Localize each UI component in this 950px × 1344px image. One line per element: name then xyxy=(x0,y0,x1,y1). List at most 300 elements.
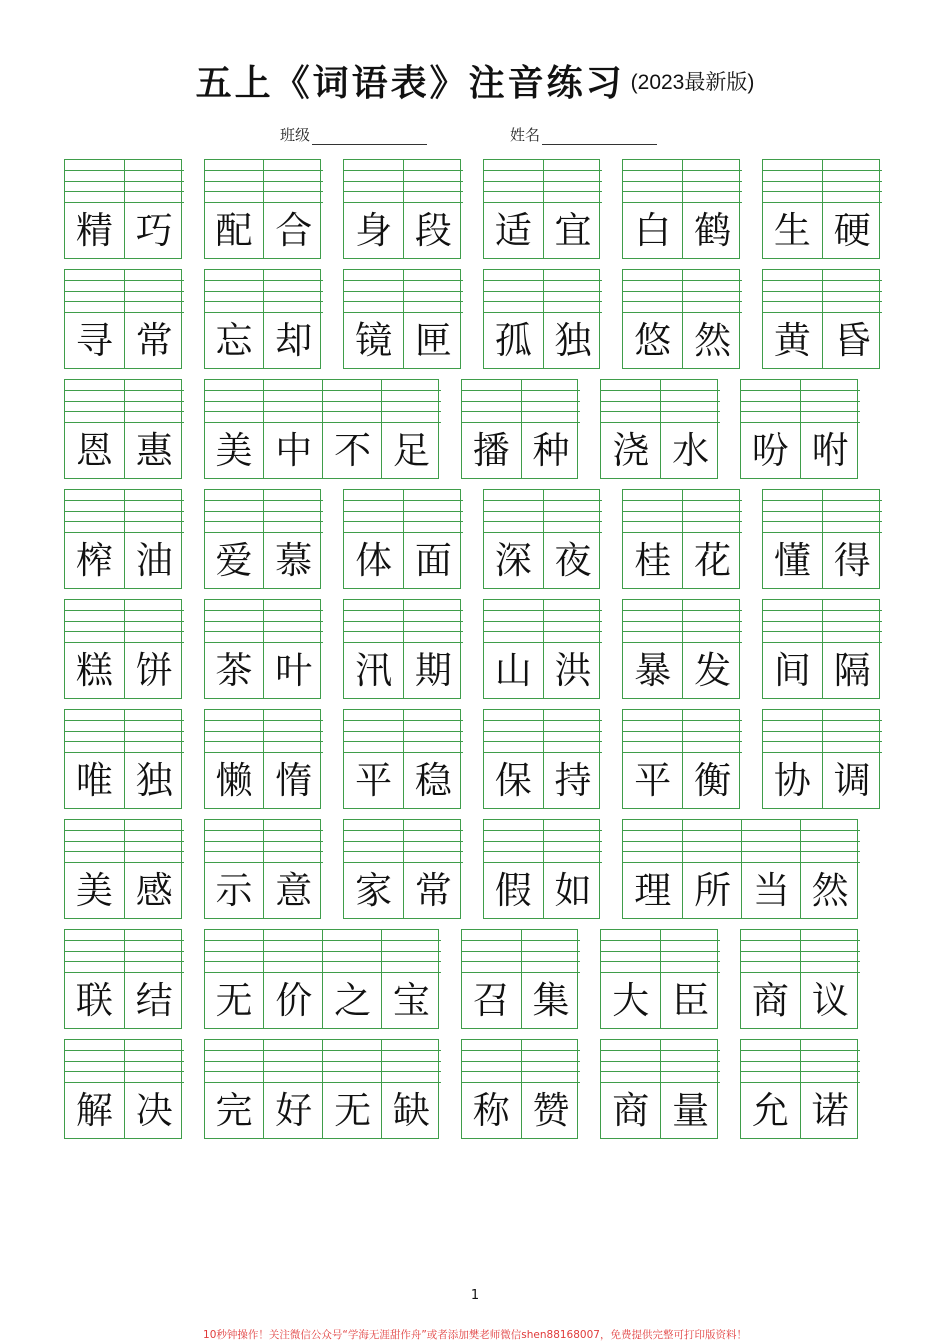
char-cell xyxy=(344,160,403,258)
pinyin-writing-line xyxy=(264,301,323,302)
char-cell xyxy=(682,490,742,588)
pinyin-writing-line xyxy=(544,500,603,501)
char-cell xyxy=(741,820,801,918)
pinyin-writing-line xyxy=(763,631,822,632)
pinyin-writing-line xyxy=(661,401,720,402)
pinyin-writing-line xyxy=(763,741,822,742)
pinyin-writing-line xyxy=(65,951,124,952)
hanzi-character: 花 xyxy=(694,538,732,582)
pinyin-writing-line xyxy=(623,280,682,281)
word-box xyxy=(622,489,740,589)
pinyin-writing-line xyxy=(544,720,603,721)
pinyin-writing-line xyxy=(823,500,882,501)
pinyin-writing-line xyxy=(264,291,323,292)
word-box xyxy=(762,709,880,809)
word-box xyxy=(204,379,439,479)
pinyin-writing-line xyxy=(522,940,581,941)
name-field xyxy=(510,124,657,145)
pinyin-writing-line xyxy=(264,401,323,402)
hanzi-character: 当 xyxy=(752,868,790,912)
pinyin-writing-line xyxy=(484,521,543,522)
pinyin-writing-line xyxy=(763,280,822,281)
pinyin-writing-line xyxy=(323,1050,382,1051)
hanzi-character: 不 xyxy=(334,428,372,472)
pinyin-writing-line xyxy=(484,181,543,182)
pinyin-writing-line xyxy=(125,1050,184,1051)
pinyin-writing-line xyxy=(125,720,184,721)
pinyin-writing-line xyxy=(601,1061,660,1062)
pinyin-writing-line xyxy=(264,500,323,501)
pinyin-writing-line xyxy=(623,521,682,522)
pinyin-writing-line xyxy=(544,631,603,632)
pinyin-writing-line xyxy=(601,951,660,952)
pinyin-writing-line xyxy=(125,621,184,622)
char-cell xyxy=(741,380,800,478)
pinyin-writing-line xyxy=(323,940,382,941)
hanzi-character: 理 xyxy=(634,868,672,912)
pinyin-writing-line xyxy=(264,741,323,742)
pinyin-writing-line xyxy=(323,1071,382,1072)
class-blank-line[interactable] xyxy=(312,128,427,145)
word-box xyxy=(343,269,461,369)
char-cell xyxy=(660,930,720,1028)
pinyin-writing-line xyxy=(344,610,403,611)
pinyin-writing-line xyxy=(344,181,403,182)
hanzi-character: 独 xyxy=(554,318,592,362)
pinyin-writing-line xyxy=(823,291,882,292)
hanzi-character: 议 xyxy=(811,978,849,1022)
pinyin-writing-line xyxy=(344,731,403,732)
pinyin-writing-line xyxy=(205,500,264,501)
hanzi-character: 硬 xyxy=(833,208,871,252)
char-cell xyxy=(822,270,882,368)
pinyin-writing-line xyxy=(264,521,323,522)
pinyin-writing-line xyxy=(344,851,403,852)
pinyin-writing-line xyxy=(382,1061,441,1062)
pinyin-writing-line xyxy=(205,731,264,732)
pinyin-writing-line xyxy=(683,631,742,632)
pinyin-writing-line xyxy=(683,511,742,512)
word-box xyxy=(64,929,182,1029)
pinyin-writing-line xyxy=(623,500,682,501)
pinyin-writing-line xyxy=(264,511,323,512)
pinyin-writing-line xyxy=(623,631,682,632)
pinyin-writing-line xyxy=(65,291,124,292)
char-cell xyxy=(124,160,184,258)
char-cell xyxy=(484,160,543,258)
char-cell xyxy=(462,380,521,478)
word-box xyxy=(622,159,740,259)
word-box xyxy=(343,819,461,919)
char-cell xyxy=(763,600,822,698)
pinyin-writing-line xyxy=(661,1050,720,1051)
pinyin-writing-line xyxy=(264,961,323,962)
pinyin-writing-line xyxy=(404,170,463,171)
pinyin-writing-line xyxy=(763,500,822,501)
char-cell xyxy=(344,710,403,808)
char-cell xyxy=(521,930,581,1028)
pinyin-writing-line xyxy=(382,961,441,962)
pinyin-writing-line xyxy=(623,511,682,512)
char-cell xyxy=(381,380,441,478)
char-cell xyxy=(484,820,543,918)
pinyin-writing-line xyxy=(65,280,124,281)
char-cell xyxy=(263,490,323,588)
pinyin-writing-line xyxy=(763,181,822,182)
char-cell xyxy=(543,710,603,808)
hanzi-character: 桂 xyxy=(634,538,672,582)
pinyin-writing-line xyxy=(601,940,660,941)
pinyin-writing-line xyxy=(382,951,441,952)
char-cell xyxy=(403,490,463,588)
pinyin-writing-line xyxy=(65,411,124,412)
hanzi-character: 家 xyxy=(355,868,393,912)
hanzi-character: 平 xyxy=(355,758,393,802)
hanzi-character: 惰 xyxy=(275,758,313,802)
hanzi-character: 面 xyxy=(414,538,452,582)
char-cell xyxy=(601,380,660,478)
pinyin-writing-line xyxy=(65,170,124,171)
char-cell xyxy=(263,160,323,258)
hanzi-character: 中 xyxy=(275,428,313,472)
hanzi-character: 生 xyxy=(773,208,811,252)
edition-label: (2023最新版) xyxy=(630,70,755,94)
hanzi-character: 却 xyxy=(275,318,313,362)
pinyin-writing-line xyxy=(382,940,441,941)
pinyin-writing-line xyxy=(801,951,860,952)
pinyin-writing-line xyxy=(205,1050,264,1051)
hanzi-character: 种 xyxy=(532,428,570,472)
pinyin-writing-line xyxy=(544,291,603,292)
pinyin-writing-line xyxy=(661,961,720,962)
pinyin-writing-line xyxy=(344,500,403,501)
pinyin-writing-line xyxy=(404,830,463,831)
char-cell xyxy=(381,930,441,1028)
pinyin-writing-line xyxy=(484,621,543,622)
hanzi-character: 量 xyxy=(672,1088,710,1132)
pinyin-writing-line xyxy=(125,940,184,941)
char-cell xyxy=(403,820,463,918)
pinyin-writing-line xyxy=(323,390,382,391)
word-box xyxy=(343,489,461,589)
word-box xyxy=(204,819,322,919)
pinyin-writing-line xyxy=(823,301,882,302)
word-box xyxy=(600,929,718,1029)
hanzi-character: 解 xyxy=(75,1088,113,1132)
pinyin-writing-line xyxy=(404,741,463,742)
pinyin-writing-line xyxy=(264,181,323,182)
word-box xyxy=(64,159,182,259)
hanzi-character: 示 xyxy=(215,868,253,912)
hanzi-character: 身 xyxy=(355,208,393,252)
char-cell xyxy=(484,270,543,368)
word-box xyxy=(461,929,579,1029)
pinyin-writing-line xyxy=(125,631,184,632)
pinyin-writing-line xyxy=(264,631,323,632)
pinyin-writing-line xyxy=(264,191,323,192)
word-box xyxy=(64,819,182,919)
pinyin-writing-line xyxy=(382,1050,441,1051)
hanzi-character: 爱 xyxy=(215,538,253,582)
hanzi-character: 平 xyxy=(634,758,672,802)
char-cell xyxy=(660,380,720,478)
pinyin-writing-line xyxy=(683,621,742,622)
word-box xyxy=(762,599,880,699)
pinyin-writing-line xyxy=(344,511,403,512)
pinyin-writing-line xyxy=(404,631,463,632)
pinyin-writing-line xyxy=(623,291,682,292)
pinyin-writing-line xyxy=(205,521,264,522)
char-cell xyxy=(205,270,264,368)
name-label: 姓名 xyxy=(510,126,541,144)
char-cell xyxy=(263,600,323,698)
pinyin-writing-line xyxy=(544,191,603,192)
hanzi-character: 茶 xyxy=(215,648,253,692)
hanzi-character: 臣 xyxy=(672,978,710,1022)
hanzi-character: 保 xyxy=(494,758,532,802)
hanzi-character: 暴 xyxy=(634,648,672,692)
char-cell xyxy=(800,380,860,478)
hanzi-character: 美 xyxy=(215,428,253,472)
pinyin-writing-line xyxy=(65,191,124,192)
hanzi-character: 持 xyxy=(554,758,592,802)
word-box xyxy=(64,709,182,809)
pinyin-writing-line xyxy=(544,741,603,742)
word-box xyxy=(762,269,880,369)
word-box xyxy=(64,1039,182,1139)
hanzi-character: 然 xyxy=(811,868,849,912)
name-blank-line[interactable] xyxy=(542,128,657,145)
hanzi-character: 孤 xyxy=(494,318,532,362)
pinyin-writing-line xyxy=(205,610,264,611)
hanzi-character: 调 xyxy=(833,758,871,802)
pinyin-writing-line xyxy=(462,951,521,952)
pinyin-writing-line xyxy=(382,411,441,412)
word-box xyxy=(622,709,740,809)
hanzi-character: 美 xyxy=(75,868,113,912)
hanzi-character: 常 xyxy=(135,318,173,362)
pinyin-writing-line xyxy=(462,411,521,412)
pinyin-writing-line xyxy=(205,401,264,402)
pinyin-writing-line xyxy=(264,280,323,281)
pinyin-writing-line xyxy=(801,841,860,842)
word-box xyxy=(461,1039,579,1139)
char-cell xyxy=(543,270,603,368)
pinyin-writing-line xyxy=(683,731,742,732)
pinyin-writing-line xyxy=(462,390,521,391)
char-cell xyxy=(65,490,124,588)
pinyin-writing-line xyxy=(65,401,124,402)
hanzi-character: 夜 xyxy=(554,538,592,582)
pinyin-writing-line xyxy=(404,851,463,852)
pinyin-writing-line xyxy=(741,940,800,941)
hanzi-character: 懒 xyxy=(215,758,253,802)
pinyin-writing-line xyxy=(65,741,124,742)
char-cell xyxy=(124,600,184,698)
word-box xyxy=(483,599,601,699)
pinyin-writing-line xyxy=(484,500,543,501)
pinyin-writing-line xyxy=(522,1071,581,1072)
pinyin-writing-line xyxy=(205,951,264,952)
pinyin-writing-line xyxy=(404,291,463,292)
pinyin-writing-line xyxy=(344,741,403,742)
word-box xyxy=(483,269,601,369)
char-cell xyxy=(263,1040,323,1138)
char-cell xyxy=(682,160,742,258)
hanzi-character: 足 xyxy=(392,428,430,472)
pinyin-writing-line xyxy=(323,401,382,402)
pinyin-writing-line xyxy=(484,631,543,632)
word-box xyxy=(204,269,322,369)
char-cell xyxy=(682,600,742,698)
char-cell xyxy=(682,710,742,808)
hanzi-character: 价 xyxy=(275,978,313,1022)
pinyin-writing-line xyxy=(65,940,124,941)
char-cell xyxy=(543,160,603,258)
pinyin-writing-line xyxy=(264,940,323,941)
pinyin-writing-line xyxy=(484,291,543,292)
char-cell xyxy=(65,380,124,478)
pinyin-writing-line xyxy=(65,830,124,831)
char-cell xyxy=(403,600,463,698)
pinyin-writing-line xyxy=(683,170,742,171)
pinyin-writing-line xyxy=(125,170,184,171)
hanzi-character: 假 xyxy=(494,868,532,912)
pinyin-writing-line xyxy=(344,301,403,302)
word-box xyxy=(204,709,322,809)
char-cell xyxy=(322,380,382,478)
pinyin-writing-line xyxy=(623,170,682,171)
char-cell xyxy=(403,710,463,808)
hanzi-character: 允 xyxy=(751,1088,789,1132)
hanzi-character: 然 xyxy=(694,318,732,362)
word-box xyxy=(343,599,461,699)
hanzi-character: 油 xyxy=(135,538,173,582)
pinyin-writing-line xyxy=(661,411,720,412)
hanzi-character: 恩 xyxy=(75,428,113,472)
hanzi-character: 意 xyxy=(275,868,313,912)
pinyin-writing-line xyxy=(683,830,742,831)
pinyin-writing-line xyxy=(522,1050,581,1051)
pinyin-writing-line xyxy=(344,191,403,192)
char-cell xyxy=(800,1040,860,1138)
pinyin-writing-line xyxy=(404,731,463,732)
page-number: 1 xyxy=(470,1288,480,1303)
char-cell xyxy=(124,380,184,478)
pinyin-writing-line xyxy=(484,851,543,852)
char-cell xyxy=(800,820,860,918)
pinyin-writing-line xyxy=(205,1071,264,1072)
pinyin-writing-line xyxy=(382,401,441,402)
pinyin-writing-line xyxy=(683,181,742,182)
hanzi-character: 惠 xyxy=(135,428,173,472)
pinyin-writing-line xyxy=(404,280,463,281)
pinyin-writing-line xyxy=(344,830,403,831)
pinyin-writing-line xyxy=(125,401,184,402)
pinyin-writing-line xyxy=(801,1071,860,1072)
pinyin-writing-line xyxy=(65,301,124,302)
char-cell xyxy=(263,380,323,478)
pinyin-writing-line xyxy=(823,521,882,522)
hanzi-character: 好 xyxy=(275,1088,313,1132)
word-box xyxy=(204,929,439,1029)
hanzi-character: 协 xyxy=(773,758,811,802)
hanzi-character: 集 xyxy=(532,978,570,1022)
hanzi-character: 如 xyxy=(554,868,592,912)
hanzi-character: 常 xyxy=(414,868,452,912)
pinyin-writing-line xyxy=(264,720,323,721)
pinyin-writing-line xyxy=(404,191,463,192)
word-box xyxy=(762,489,880,589)
char-cell xyxy=(462,930,521,1028)
pinyin-writing-line xyxy=(741,390,800,391)
char-cell xyxy=(741,1040,800,1138)
pinyin-writing-line xyxy=(125,280,184,281)
pinyin-writing-line xyxy=(65,511,124,512)
pinyin-writing-line xyxy=(205,940,264,941)
pinyin-writing-line xyxy=(823,191,882,192)
char-cell xyxy=(205,380,264,478)
pinyin-writing-line xyxy=(623,720,682,721)
pinyin-writing-line xyxy=(763,301,822,302)
pinyin-writing-line xyxy=(484,731,543,732)
pinyin-writing-line xyxy=(484,301,543,302)
pinyin-writing-line xyxy=(484,191,543,192)
pinyin-writing-line xyxy=(683,841,742,842)
pinyin-writing-line xyxy=(661,1071,720,1072)
char-cell xyxy=(484,490,543,588)
pinyin-writing-line xyxy=(801,1061,860,1062)
pinyin-writing-line xyxy=(205,291,264,292)
pinyin-writing-line xyxy=(484,280,543,281)
pinyin-writing-line xyxy=(683,301,742,302)
char-cell xyxy=(623,820,682,918)
class-field xyxy=(280,124,427,145)
char-cell xyxy=(763,270,822,368)
char-cell xyxy=(543,600,603,698)
char-cell xyxy=(381,1040,441,1138)
hanzi-character: 感 xyxy=(135,868,173,912)
pinyin-writing-line xyxy=(404,500,463,501)
char-cell xyxy=(741,930,800,1028)
pinyin-writing-line xyxy=(544,301,603,302)
pinyin-writing-line xyxy=(801,961,860,962)
char-cell xyxy=(623,600,682,698)
char-cell xyxy=(682,270,742,368)
pinyin-writing-line xyxy=(125,1071,184,1072)
hanzi-character: 无 xyxy=(334,1088,372,1132)
pinyin-writing-line xyxy=(763,511,822,512)
char-cell xyxy=(543,490,603,588)
pinyin-writing-line xyxy=(823,720,882,721)
pinyin-writing-line xyxy=(544,181,603,182)
pinyin-writing-line xyxy=(323,1061,382,1062)
char-cell xyxy=(601,930,660,1028)
char-cell xyxy=(822,490,882,588)
hanzi-character: 称 xyxy=(472,1088,510,1132)
hanzi-character: 汛 xyxy=(355,648,393,692)
pinyin-writing-line xyxy=(205,511,264,512)
pinyin-writing-line xyxy=(801,1050,860,1051)
pinyin-writing-line xyxy=(404,621,463,622)
hanzi-character: 间 xyxy=(773,648,811,692)
pinyin-writing-line xyxy=(544,610,603,611)
word-box xyxy=(622,269,740,369)
hanzi-character: 商 xyxy=(612,1088,650,1132)
pinyin-writing-line xyxy=(65,500,124,501)
hanzi-character: 寻 xyxy=(75,318,113,362)
pinyin-writing-line xyxy=(763,731,822,732)
